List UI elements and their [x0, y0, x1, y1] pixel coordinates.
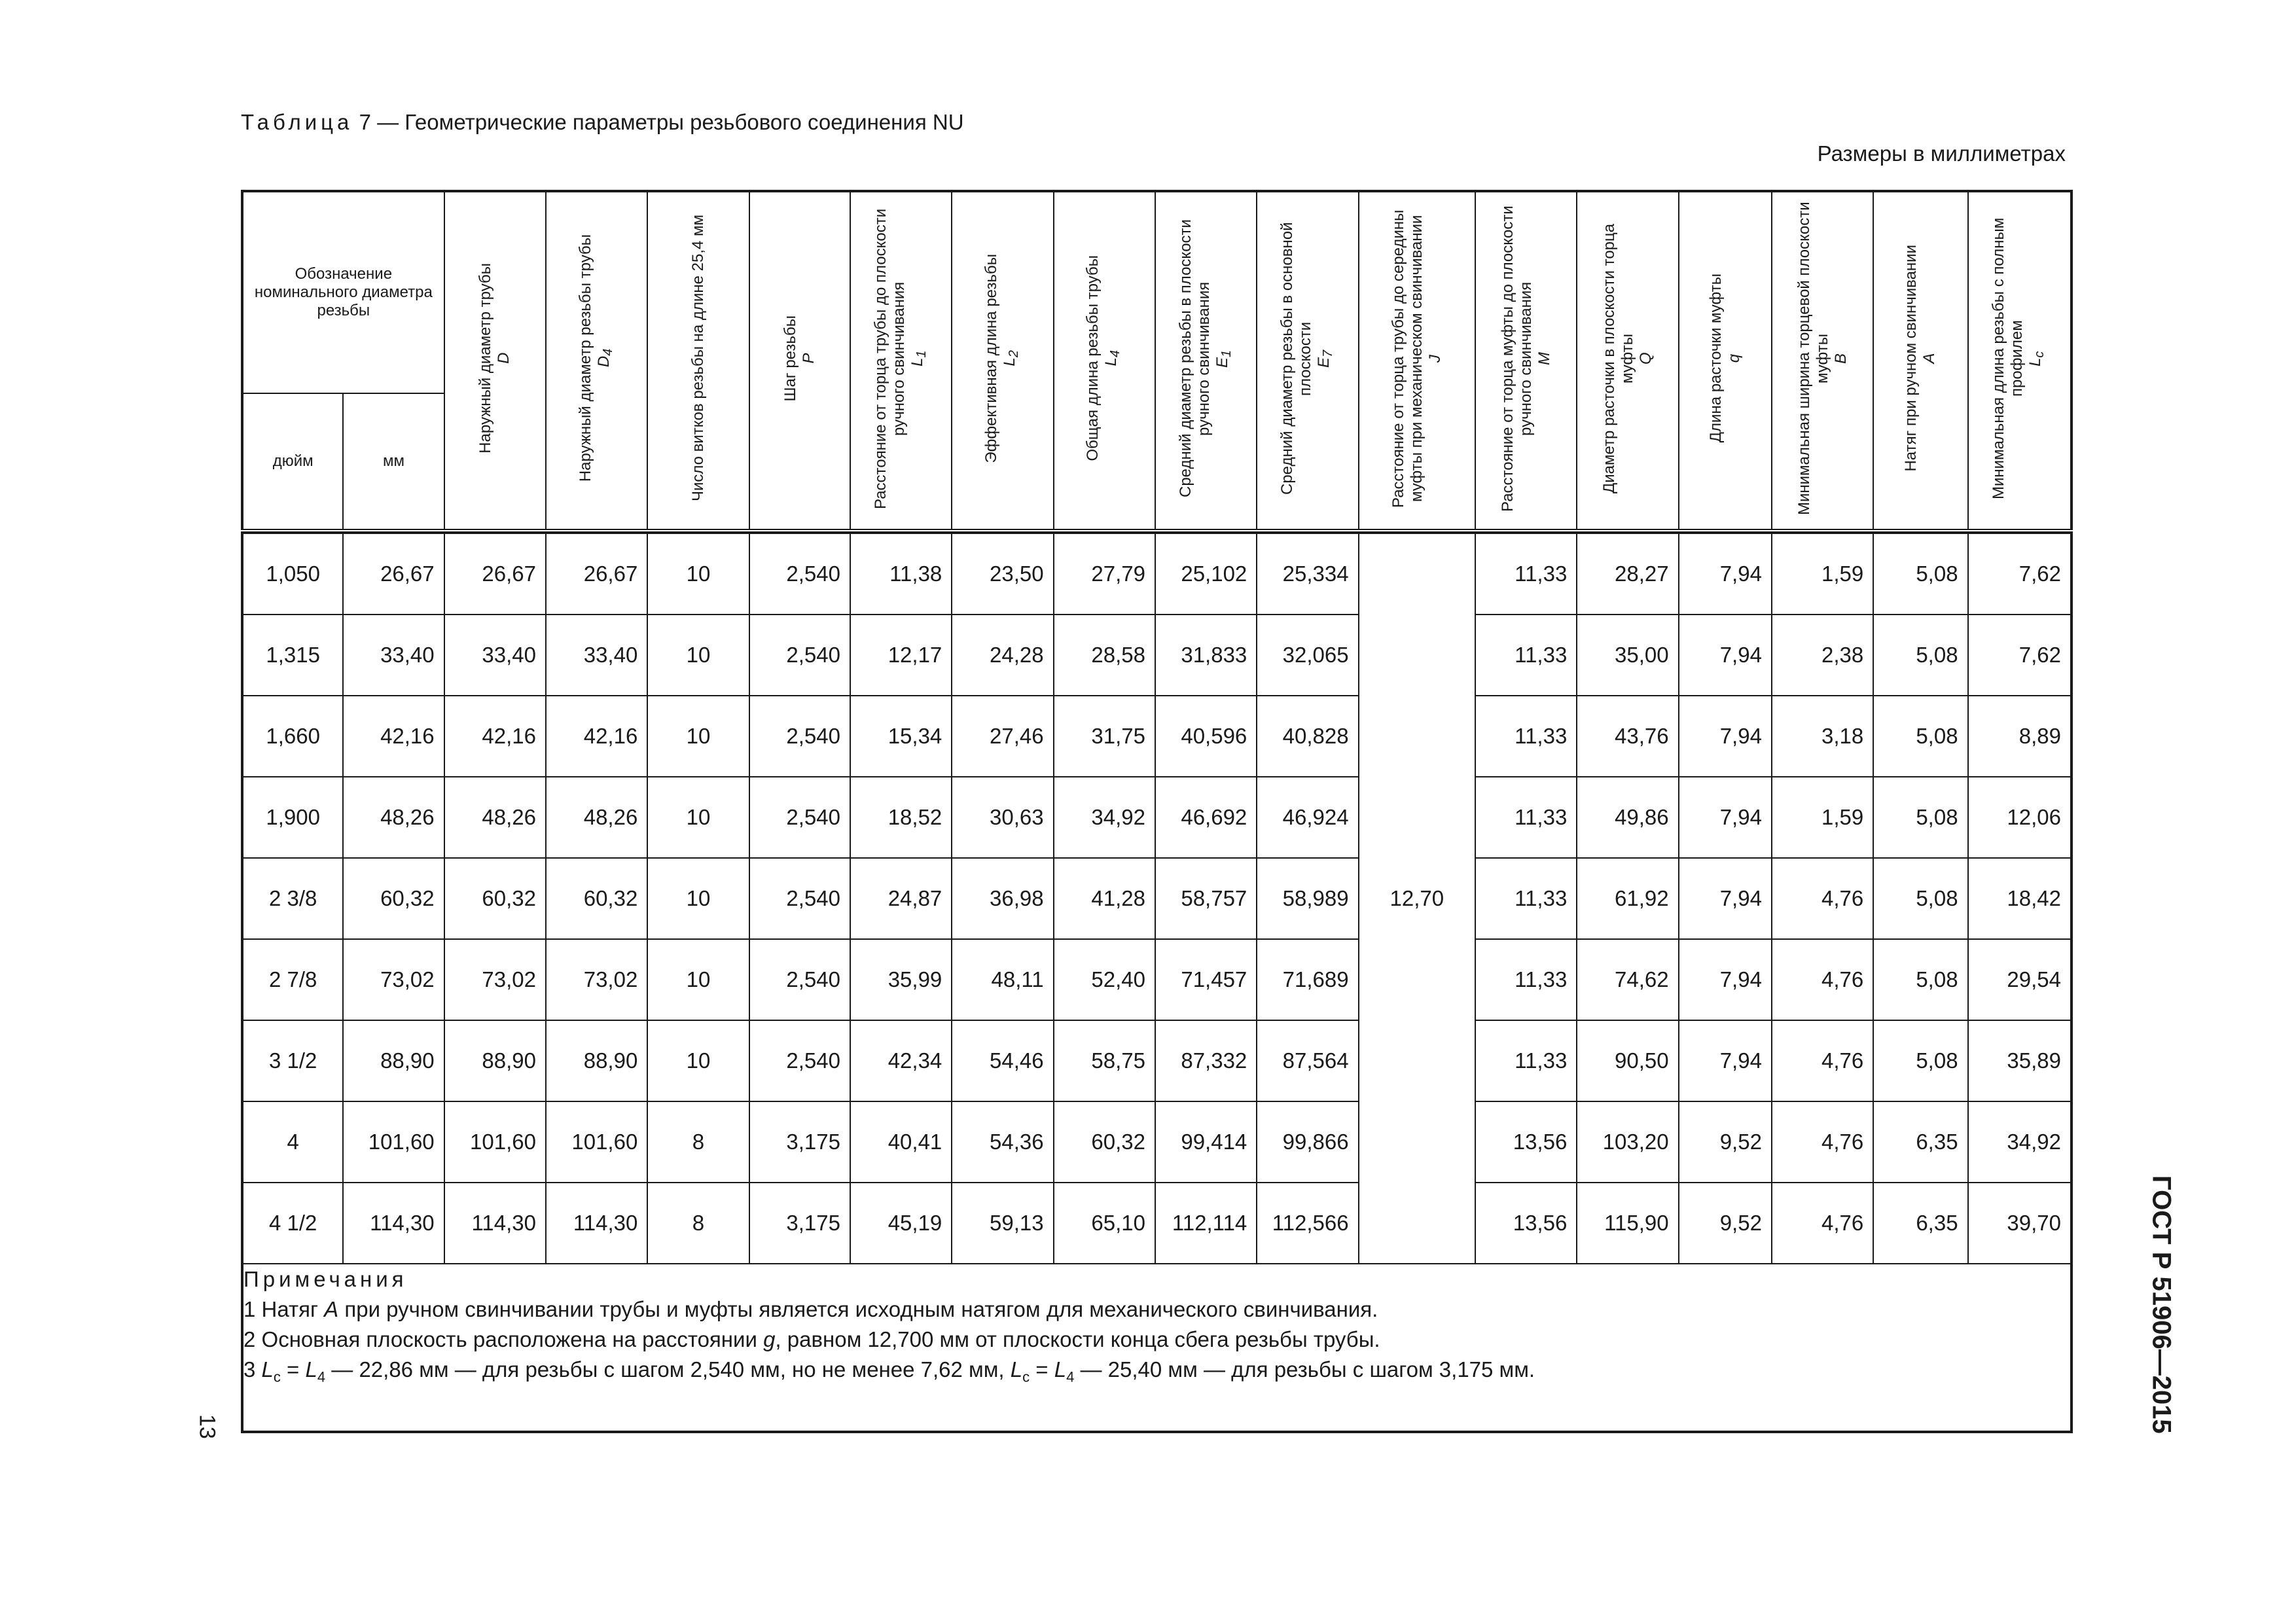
table-cell: 2,540: [749, 858, 850, 939]
table-cell: 10: [647, 939, 749, 1020]
header-col-j: Расстояние от торца трубы до середины муфты при механическом свинчивании J: [1359, 191, 1475, 531]
table-cell: 71,457: [1155, 939, 1257, 1020]
header-col-q-upper: Диаметр расточки в плоскости торца муфты Q: [1577, 191, 1678, 531]
table-cell: 45,19: [850, 1183, 952, 1264]
header-col-l1: Расстояние от торца трубы до плоскости ручного свинчивания $L_1$: [850, 191, 952, 531]
table-cell: 28,27: [1577, 533, 1678, 615]
table-cell: 27,79: [1054, 533, 1155, 615]
table-cell: 33,40: [343, 615, 444, 696]
table-cell: 36,98: [952, 858, 1053, 939]
table-cell: 11,33: [1475, 777, 1577, 858]
header-col-l4: Общая длина резьбы трубы $L_4$: [1054, 191, 1155, 531]
table-cell: 1,900: [242, 777, 343, 858]
table-cell: 88,90: [343, 1020, 444, 1101]
table-cell: 114,30: [546, 1183, 647, 1264]
table-cell: 7,94: [1679, 615, 1772, 696]
table-cell: 1,050: [242, 533, 343, 615]
caption-label: Таблица: [241, 110, 353, 134]
table-cell: 88,90: [444, 1020, 546, 1101]
table-cell: 42,16: [546, 696, 647, 777]
table-cell: 10: [647, 777, 749, 858]
table-cell: 6,35: [1873, 1183, 1967, 1264]
table-cell: 3,18: [1772, 696, 1873, 777]
table-cell: 40,596: [1155, 696, 1257, 777]
table-cell: 15,34: [850, 696, 952, 777]
table-cell: 73,02: [343, 939, 444, 1020]
table-cell: 4,76: [1772, 1183, 1873, 1264]
page-number: 13: [194, 1414, 220, 1439]
table-cell: 61,92: [1577, 858, 1678, 939]
table-cell: 12,17: [850, 615, 952, 696]
note-1: 1 Натяг A при ручном свинчивании трубы и муфты является исходным натягом для механического свинчивания.: [243, 1297, 1378, 1321]
table-cell: 6,35: [1873, 1101, 1967, 1183]
table-cell: 10: [647, 1020, 749, 1101]
table-body: [242, 533, 2072, 1264]
table-cell: 40,828: [1257, 696, 1358, 777]
table-cell: 48,11: [952, 939, 1053, 1020]
table-cell: 43,76: [1577, 696, 1678, 777]
header-col-turns: Число витков резьбы на длине 25,4 мм: [647, 191, 749, 531]
header-col-a: Натяг при ручном свинчивании A: [1873, 191, 1967, 531]
table-cell: 48,26: [546, 777, 647, 858]
table-cell: 58,75: [1054, 1020, 1155, 1101]
table-cell: 7,94: [1679, 858, 1772, 939]
table-cell: 18,52: [850, 777, 952, 858]
table-cell: 5,08: [1873, 777, 1967, 858]
header-mm: мм: [343, 393, 444, 531]
table-cell: 54,46: [952, 1020, 1053, 1101]
table-cell: 103,20: [1577, 1101, 1678, 1183]
table-cell: 2,540: [749, 777, 850, 858]
table-cell: 24,28: [952, 615, 1053, 696]
table-cell: 35,99: [850, 939, 952, 1020]
header-nominal-diameter: Обозначение номинального диаметра резьбы: [242, 191, 444, 393]
header-col-e1: Средний диаметр резьбы в плоскости ручного свинчивания $E_1$: [1155, 191, 1257, 531]
table-cell: 49,86: [1577, 777, 1678, 858]
header-col-m: Расстояние от торца муфты до плоскости ручного свинчивания M: [1475, 191, 1577, 531]
table-cell: 101,60: [546, 1101, 647, 1183]
table-cell: 4,76: [1772, 858, 1873, 939]
header-col-pitch: Шаг резьбы P: [749, 191, 850, 531]
table-cell: 39,70: [1968, 1183, 2072, 1264]
header-col-d: Наружный диаметр трубы D: [444, 191, 546, 531]
table-cell: 10: [647, 615, 749, 696]
table-cell: 2,38: [1772, 615, 1873, 696]
table-cell: 3,175: [749, 1101, 850, 1183]
table-cell: 11,33: [1475, 696, 1577, 777]
table-cell: 54,36: [952, 1101, 1053, 1183]
table-cell: 5,08: [1873, 615, 1967, 696]
table-cell: 52,40: [1054, 939, 1155, 1020]
table-cell: 60,32: [1054, 1101, 1155, 1183]
units-note: Размеры в миллиметрах: [1817, 141, 2066, 166]
table-cell: 7,94: [1679, 533, 1772, 615]
table-cell: 2,540: [749, 615, 850, 696]
header-col-e7: Средний диаметр резьбы в основной плоскости $E_7$: [1257, 191, 1358, 531]
table-caption: [241, 110, 964, 135]
table-cell: 60,32: [444, 858, 546, 939]
table-cell: 11,33: [1475, 615, 1577, 696]
table-cell: 10: [647, 696, 749, 777]
table-cell: 4: [242, 1101, 343, 1183]
table-row: [242, 533, 2072, 615]
table-cell: 26,67: [343, 533, 444, 615]
table-cell: 26,67: [546, 533, 647, 615]
note-3: 3 $L_c = L_4$ — 22,86 мм — для резьбы с шагом 2,540 мм, но не менее 7,62 мм, $L_c = L_4$ — 25,40 мм — для резьбы с шагом 3,175 мм.: [243, 1357, 1535, 1385]
table-cell: 10: [647, 533, 749, 615]
table-cell: 29,54: [1968, 939, 2072, 1020]
table-cell: 5,08: [1873, 696, 1967, 777]
table-cell: 27,46: [952, 696, 1053, 777]
table-cell: 73,02: [444, 939, 546, 1020]
table-cell: 2 7/8: [242, 939, 343, 1020]
table-cell: 11,38: [850, 533, 952, 615]
cell-j-merged: 12,70: [1359, 533, 1475, 1264]
table-cell: 33,40: [444, 615, 546, 696]
caption-title: — Геометрические параметры резьбового соединения NU: [377, 110, 964, 134]
table-cell: 46,924: [1257, 777, 1358, 858]
table-row: [242, 615, 2072, 696]
header-col-b: Минимальная ширина торцевой плоскости муфты B: [1772, 191, 1873, 531]
table-row: [242, 939, 2072, 1020]
table-cell: 8: [647, 1183, 749, 1264]
table-cell: 2,540: [749, 533, 850, 615]
table-cell: 115,90: [1577, 1183, 1678, 1264]
table-cell: 7,94: [1679, 777, 1772, 858]
table-cell: 35,89: [1968, 1020, 2072, 1101]
table-cell: 4,76: [1772, 1101, 1873, 1183]
table-cell: 41,28: [1054, 858, 1155, 939]
table-cell: 2,540: [749, 1020, 850, 1101]
table-cell: 88,90: [546, 1020, 647, 1101]
table-cell: 2 3/8: [242, 858, 343, 939]
table-cell: 46,692: [1155, 777, 1257, 858]
table-cell: 112,114: [1155, 1183, 1257, 1264]
table-cell: 35,00: [1577, 615, 1678, 696]
table-cell: 33,40: [546, 615, 647, 696]
table-cell: 11,33: [1475, 939, 1577, 1020]
table-cell: 11,33: [1475, 533, 1577, 615]
table-cell: 9,52: [1679, 1101, 1772, 1183]
table-cell: 42,34: [850, 1020, 952, 1101]
header-col-d4: Наружный диаметр резьбы трубы $D_4$: [546, 191, 647, 531]
table-cell: 25,334: [1257, 533, 1358, 615]
table-cell: 25,102: [1155, 533, 1257, 615]
table-cell: 1,315: [242, 615, 343, 696]
table-row: [242, 777, 2072, 858]
table-cell: 12,06: [1968, 777, 2072, 858]
table-cell: 4 1/2: [242, 1183, 343, 1264]
table-row: [242, 1183, 2072, 1264]
table-cell: 7,94: [1679, 1020, 1772, 1101]
table-cell: 65,10: [1054, 1183, 1155, 1264]
parameters-table: [241, 190, 2073, 1433]
table-cell: 30,63: [952, 777, 1053, 858]
table-cell: 1,59: [1772, 533, 1873, 615]
table-cell: 101,60: [444, 1101, 546, 1183]
table-cell: 48,26: [343, 777, 444, 858]
table-cell: 9,52: [1679, 1183, 1772, 1264]
table-cell: 40,41: [850, 1101, 952, 1183]
table-cell: 60,32: [343, 858, 444, 939]
table-cell: 3,175: [749, 1183, 850, 1264]
table-cell: 13,56: [1475, 1183, 1577, 1264]
header-col-l2: Эффективная длина резьбы $L_2$: [952, 191, 1053, 531]
table-cell: 5,08: [1873, 939, 1967, 1020]
table-cell: 5,08: [1873, 858, 1967, 939]
table-row: [242, 1020, 2072, 1101]
running-head: ГОСТ Р 51906—2015: [2147, 1175, 2176, 1434]
table-cell: 7,94: [1679, 939, 1772, 1020]
table-cell: 71,689: [1257, 939, 1358, 1020]
notes-block: [242, 1264, 2072, 1432]
header-inch: дюйм: [242, 393, 343, 531]
table-cell: 32,065: [1257, 615, 1358, 696]
table-cell: 7,94: [1679, 696, 1772, 777]
table-header: [242, 191, 2072, 533]
table-cell: 59,13: [952, 1183, 1053, 1264]
table-cell: 11,33: [1475, 1020, 1577, 1101]
table-cell: 114,30: [343, 1183, 444, 1264]
table-row: [242, 1101, 2072, 1183]
table-row: [242, 858, 2072, 939]
table-cell: 87,564: [1257, 1020, 1358, 1101]
table-cell: 4,76: [1772, 1020, 1873, 1101]
table-cell: 112,566: [1257, 1183, 1358, 1264]
table-cell: 3 1/2: [242, 1020, 343, 1101]
table-cell: 99,866: [1257, 1101, 1358, 1183]
table-cell: 101,60: [343, 1101, 444, 1183]
table-cell: 99,414: [1155, 1101, 1257, 1183]
table-cell: 2,540: [749, 696, 850, 777]
table-cell: 7,62: [1968, 533, 2072, 615]
table-cell: 114,30: [444, 1183, 546, 1264]
table-cell: 8: [647, 1101, 749, 1183]
header-col-q-lower: Длина расточки муфты q: [1679, 191, 1772, 531]
table-cell: 11,33: [1475, 858, 1577, 939]
table-cell: 60,32: [546, 858, 647, 939]
table-cell: 7,62: [1968, 615, 2072, 696]
table-row: [242, 696, 2072, 777]
table-cell: 58,757: [1155, 858, 1257, 939]
table-cell: 13,56: [1475, 1101, 1577, 1183]
header-col-lc: Минимальная длина резьбы с полным профилем $L_c$: [1968, 191, 2072, 531]
table-cell: 4,76: [1772, 939, 1873, 1020]
table-cell: 31,75: [1054, 696, 1155, 777]
table-cell: 28,58: [1054, 615, 1155, 696]
table-cell: 1,59: [1772, 777, 1873, 858]
table-cell: 73,02: [546, 939, 647, 1020]
table-cell: 34,92: [1054, 777, 1155, 858]
table-cell: 48,26: [444, 777, 546, 858]
table-cell: 74,62: [1577, 939, 1678, 1020]
table-cell: 58,989: [1257, 858, 1358, 939]
table-cell: 31,833: [1155, 615, 1257, 696]
table-cell: 18,42: [1968, 858, 2072, 939]
caption-number: 7: [359, 110, 371, 134]
table-cell: 34,92: [1968, 1101, 2072, 1183]
table-cell: 2,540: [749, 939, 850, 1020]
table-cell: 8,89: [1968, 696, 2072, 777]
table-cell: 87,332: [1155, 1020, 1257, 1101]
table-cell: 10: [647, 858, 749, 939]
table-cell: 5,08: [1873, 533, 1967, 615]
table-cell: 24,87: [850, 858, 952, 939]
table-cell: 42,16: [444, 696, 546, 777]
table-cell: 1,660: [242, 696, 343, 777]
table-cell: 26,67: [444, 533, 546, 615]
table-cell: 42,16: [343, 696, 444, 777]
table-cell: 90,50: [1577, 1020, 1678, 1101]
table-cell: 5,08: [1873, 1020, 1967, 1101]
note-2: 2 Основная плоскость расположена на расстоянии g, равном 12,700 мм от плоскости конца сбега резьбы трубы.: [243, 1327, 1380, 1351]
notes-title: Примечания: [243, 1267, 408, 1291]
table-cell: 23,50: [952, 533, 1053, 615]
